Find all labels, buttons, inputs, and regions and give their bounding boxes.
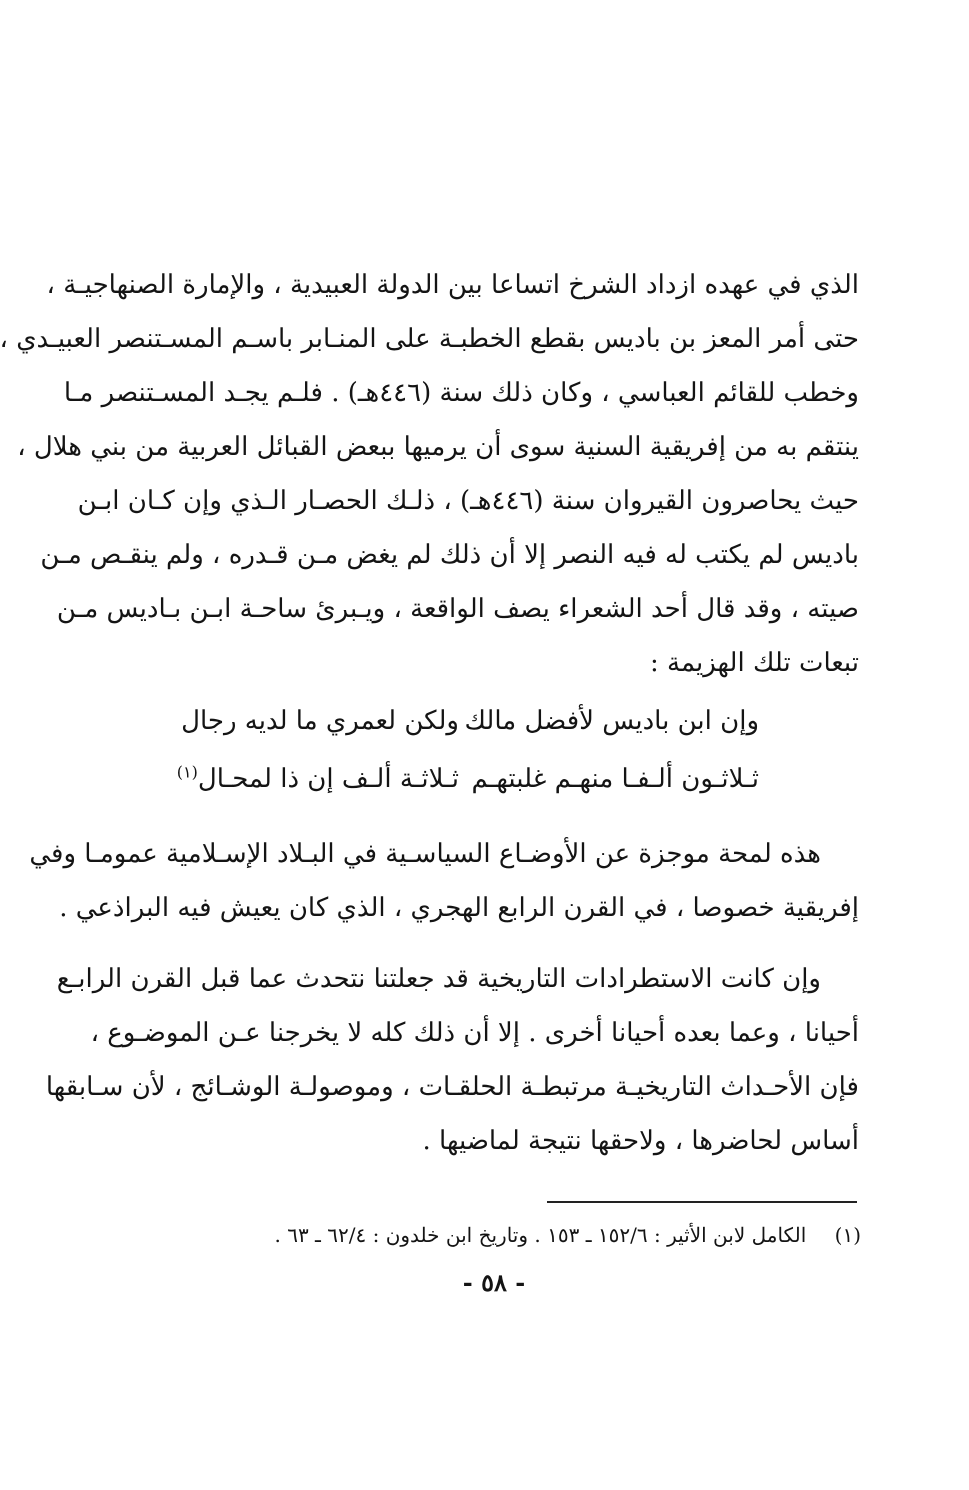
text-line: ينتقم به من إفريقية السنية سوى أن يرميها ببعض القبائل العربية من بني هلال ، — [17, 432, 859, 462]
text-line: أحيانا ، وعما بعده أحيانا أخرى . إلا أن ذلك كله لا يخرجنا عـن الموضـوع ، — [90, 1018, 859, 1048]
footnote-number: (١) — [834, 1223, 861, 1247]
poem — [176, 692, 759, 808]
text-line: وإن كانت الاستطرادات التاريخية قد جعلتنا نتحدث عما قبل القرن الرابـع — [56, 964, 821, 994]
text-line: فإن الأحـداث التاريخيـة مرتبطـة الحلقـات ، وموصولـة الوشـائج ، لأن سـابقها — [45, 1072, 859, 1102]
footnote — [169, 1215, 861, 1255]
paragraph-3 — [45, 952, 859, 1168]
text-line: حتى أمر المعز بن باديس بقطع الخطبـة على المنـابر باسـم المسـتنصر العبيـدي ، — [0, 324, 859, 354]
text-line: تبعات تلك الهزيمة : — [649, 648, 859, 678]
footnote-reference: (١) — [176, 762, 198, 782]
text-line: حيث يحاصرون القيروان سنة (٤٤٦هـ) ، ذلـك الحصـار الـذي وإن كـان ابـن — [77, 486, 859, 516]
poem-verse — [176, 750, 759, 808]
text-line: إفريقية خصوصا ، في القرن الرابع الهجري ، الذي كان يعيش فيه البراذعي . — [59, 893, 859, 923]
footnote-text: الكامل لابن الأثير : ١٥٢/٦ ـ ١٥٣ . وتاريخ ابن خلدون : ٦٢/٤ ـ ٦٣ . — [274, 1223, 807, 1247]
first-hemistich: وإن ابن باديس لأفضل مالك — [464, 706, 759, 736]
paragraph-2 — [29, 827, 859, 935]
text-line: صيته ، وقد قال أحد الشعراء يصف الواقعة ، ويـبرئ ساحـة ابـن بـاديس مـن — [56, 594, 859, 624]
first-hemistich: ثـلاثـون ألـفـا منهـم غلبتهـم — [471, 764, 759, 794]
second-hemistich-container — [176, 750, 459, 808]
text-line: هذه لمحة موجزة عن الأوضـاع السياسـية في البـلاد الإسـلامية عمومـا وفي — [29, 839, 821, 869]
second-hemistich: ولكن لعمري ما لديه رجال — [181, 706, 459, 736]
second-hemistich: ثـلاثـة ألـف إن ذا لمحـال — [197, 764, 459, 794]
paragraph-1 — [0, 258, 859, 690]
text-line: باديس لم يكتب له فيه النصر إلا أن ذلك لم يغض مـن قـدره ، ولم ينقـص مـن — [40, 540, 859, 570]
text-line: الذي في عهده ازداد الشرخ اتساعا بين الدولة العبيدية ، والإمارة الصنهاجيـة ، — [46, 270, 859, 300]
footnote-divider — [547, 1201, 857, 1203]
poem-verse — [179, 692, 759, 750]
page-number: - ٥٨ - — [462, 1268, 526, 1297]
text-line: أساس لحاضرها ، ولاحقها نتيجة لماضيها . — [422, 1126, 859, 1156]
text-line: وخطب للقائم العباسي ، وكان ذلك سنة (٤٤٦هـ) . فلـم يجـد المسـتنصر مـا — [63, 378, 859, 408]
